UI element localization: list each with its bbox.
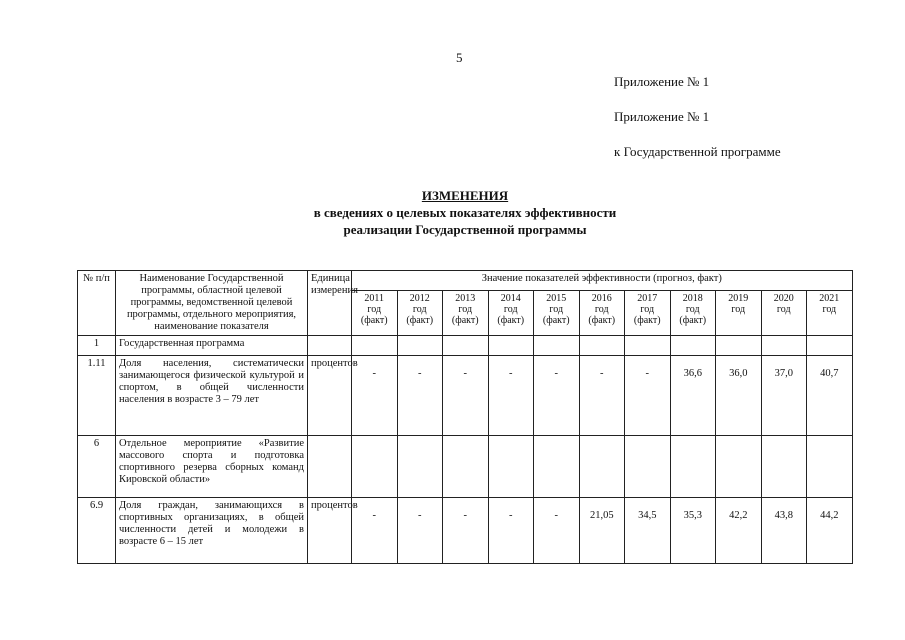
year-header-line3: (факт) xyxy=(497,315,525,327)
table-row xyxy=(78,356,853,436)
row-name: Доля граждан, занимающихся в спортивных организациях, в общей численности детей и молодежи в возрасте 6 – 15 лет xyxy=(116,498,308,564)
value-cell: 40,7 xyxy=(807,356,853,436)
year-header-line3: (факт) xyxy=(451,315,479,327)
header-values-group: Значение показателей эффективности (прогноз, факт) xyxy=(352,271,853,291)
value-cell xyxy=(443,436,489,498)
table-body xyxy=(78,336,853,564)
value-cell xyxy=(534,336,580,356)
value-cell: 36,0 xyxy=(716,356,762,436)
value-cell xyxy=(397,336,443,356)
year-header-year: 2021 xyxy=(819,293,840,305)
year-header-year: 2018 xyxy=(682,293,703,305)
value-cell xyxy=(488,336,534,356)
table-row xyxy=(78,498,853,564)
year-header-line2: год xyxy=(503,304,518,316)
year-header-line2: год xyxy=(640,304,655,316)
header-num: № п/п xyxy=(78,271,116,336)
year-header-year: 2013 xyxy=(455,293,476,305)
year-header xyxy=(807,291,853,336)
row-number: 1.11 xyxy=(78,356,116,436)
year-header xyxy=(625,291,671,336)
year-header-line3: (факт) xyxy=(360,315,388,327)
year-header-line3: (факт) xyxy=(588,315,616,327)
value-cell xyxy=(534,436,580,498)
header-unit: Единица измерения xyxy=(308,271,352,336)
value-cell xyxy=(807,436,853,498)
year-header-line3: (факт) xyxy=(542,315,570,327)
value-cell: - xyxy=(352,356,398,436)
year-header-line2: год xyxy=(458,304,473,316)
title-main: ИЗМЕНЕНИЯ xyxy=(421,188,509,203)
header-name: Наименование Государственной программы, областной целевой программы, ведомственной целевой программы, отдельного мероприятия, наименование показателя xyxy=(116,271,308,336)
year-header xyxy=(397,291,443,336)
year-header-line2: год xyxy=(412,304,427,316)
value-cell xyxy=(488,436,534,498)
table-row xyxy=(78,336,853,356)
value-cell xyxy=(670,436,716,498)
year-header-year: 2012 xyxy=(409,293,430,305)
value-cell: 21,05 xyxy=(579,498,625,564)
year-header-line3: (факт) xyxy=(633,315,661,327)
value-cell xyxy=(716,336,762,356)
row-unit: процентов xyxy=(308,498,352,564)
year-header-year: 2016 xyxy=(591,293,612,305)
value-cell xyxy=(625,436,671,498)
title-line-3: реализации Государственной программы xyxy=(343,222,587,237)
year-header-line2: год xyxy=(549,304,564,316)
year-header-year: 2015 xyxy=(546,293,567,305)
value-cell xyxy=(807,336,853,356)
value-cell xyxy=(579,436,625,498)
appendix-line-2: Приложение № 1 xyxy=(614,109,710,124)
value-cell: 34,5 xyxy=(625,498,671,564)
value-cell xyxy=(670,336,716,356)
value-cell: - xyxy=(397,498,443,564)
value-cell: 43,8 xyxy=(761,498,807,564)
year-header xyxy=(716,291,762,336)
value-cell: 36,6 xyxy=(670,356,716,436)
year-header-year: 2020 xyxy=(773,293,794,305)
row-name: Отдельное мероприятие «Развитие массового спорта и подготовка спортивного резерва сборных команд Кировской области» xyxy=(116,436,308,498)
value-cell xyxy=(716,436,762,498)
value-cell: 44,2 xyxy=(807,498,853,564)
value-cell: 35,3 xyxy=(670,498,716,564)
year-header-line2: год xyxy=(367,304,382,316)
value-cell: - xyxy=(397,356,443,436)
value-cell xyxy=(761,436,807,498)
year-header-line3: (факт) xyxy=(679,315,707,327)
year-header-year: 2011 xyxy=(364,293,385,305)
row-number: 1 xyxy=(78,336,116,356)
value-cell xyxy=(352,436,398,498)
year-header-year: 2017 xyxy=(637,293,658,305)
row-unit xyxy=(308,436,352,498)
value-cell: - xyxy=(534,498,580,564)
appendix-line-3: к Государственной программе xyxy=(614,144,781,159)
value-cell: - xyxy=(625,356,671,436)
appendix-line-1: Приложение № 1 xyxy=(614,74,710,89)
year-header-line2: год xyxy=(776,304,791,316)
value-cell xyxy=(579,336,625,356)
year-header xyxy=(443,291,489,336)
row-unit xyxy=(308,336,352,356)
year-header xyxy=(352,291,398,336)
year-header-line2: год xyxy=(822,304,837,316)
table-row xyxy=(78,436,853,498)
row-number: 6.9 xyxy=(78,498,116,564)
value-cell: - xyxy=(443,356,489,436)
value-cell: - xyxy=(488,356,534,436)
year-header xyxy=(670,291,716,336)
value-cell: 42,2 xyxy=(716,498,762,564)
value-cell: - xyxy=(352,498,398,564)
value-cell: - xyxy=(443,498,489,564)
title-line-2: в сведениях о целевых показателях эффективности xyxy=(313,205,617,220)
year-header xyxy=(579,291,625,336)
value-cell: 37,0 xyxy=(761,356,807,436)
year-header xyxy=(761,291,807,336)
value-cell: - xyxy=(534,356,580,436)
value-cell: - xyxy=(488,498,534,564)
value-cell xyxy=(761,336,807,356)
year-header-year: 2019 xyxy=(728,293,749,305)
value-cell xyxy=(625,336,671,356)
year-header-line2: год xyxy=(731,304,746,316)
document-title xyxy=(200,187,730,238)
year-header-year: 2014 xyxy=(500,293,521,305)
page-number: 5 xyxy=(456,50,463,65)
year-header-line3: (факт) xyxy=(406,315,434,327)
value-cell xyxy=(397,436,443,498)
year-header-line2: год xyxy=(594,304,609,316)
row-name: Государственная программа xyxy=(116,336,308,356)
value-cell xyxy=(443,336,489,356)
row-name: Доля населения, систематически занимающегося физической культурой и спортом, в общей численности населения в возрасте 3 – 79 лет xyxy=(116,356,308,436)
year-header-line2: год xyxy=(685,304,700,316)
value-cell: - xyxy=(579,356,625,436)
indicators-table xyxy=(77,270,853,564)
year-header xyxy=(534,291,580,336)
year-header xyxy=(488,291,534,336)
value-cell xyxy=(352,336,398,356)
row-number: 6 xyxy=(78,436,116,498)
row-unit: процентов xyxy=(308,356,352,436)
